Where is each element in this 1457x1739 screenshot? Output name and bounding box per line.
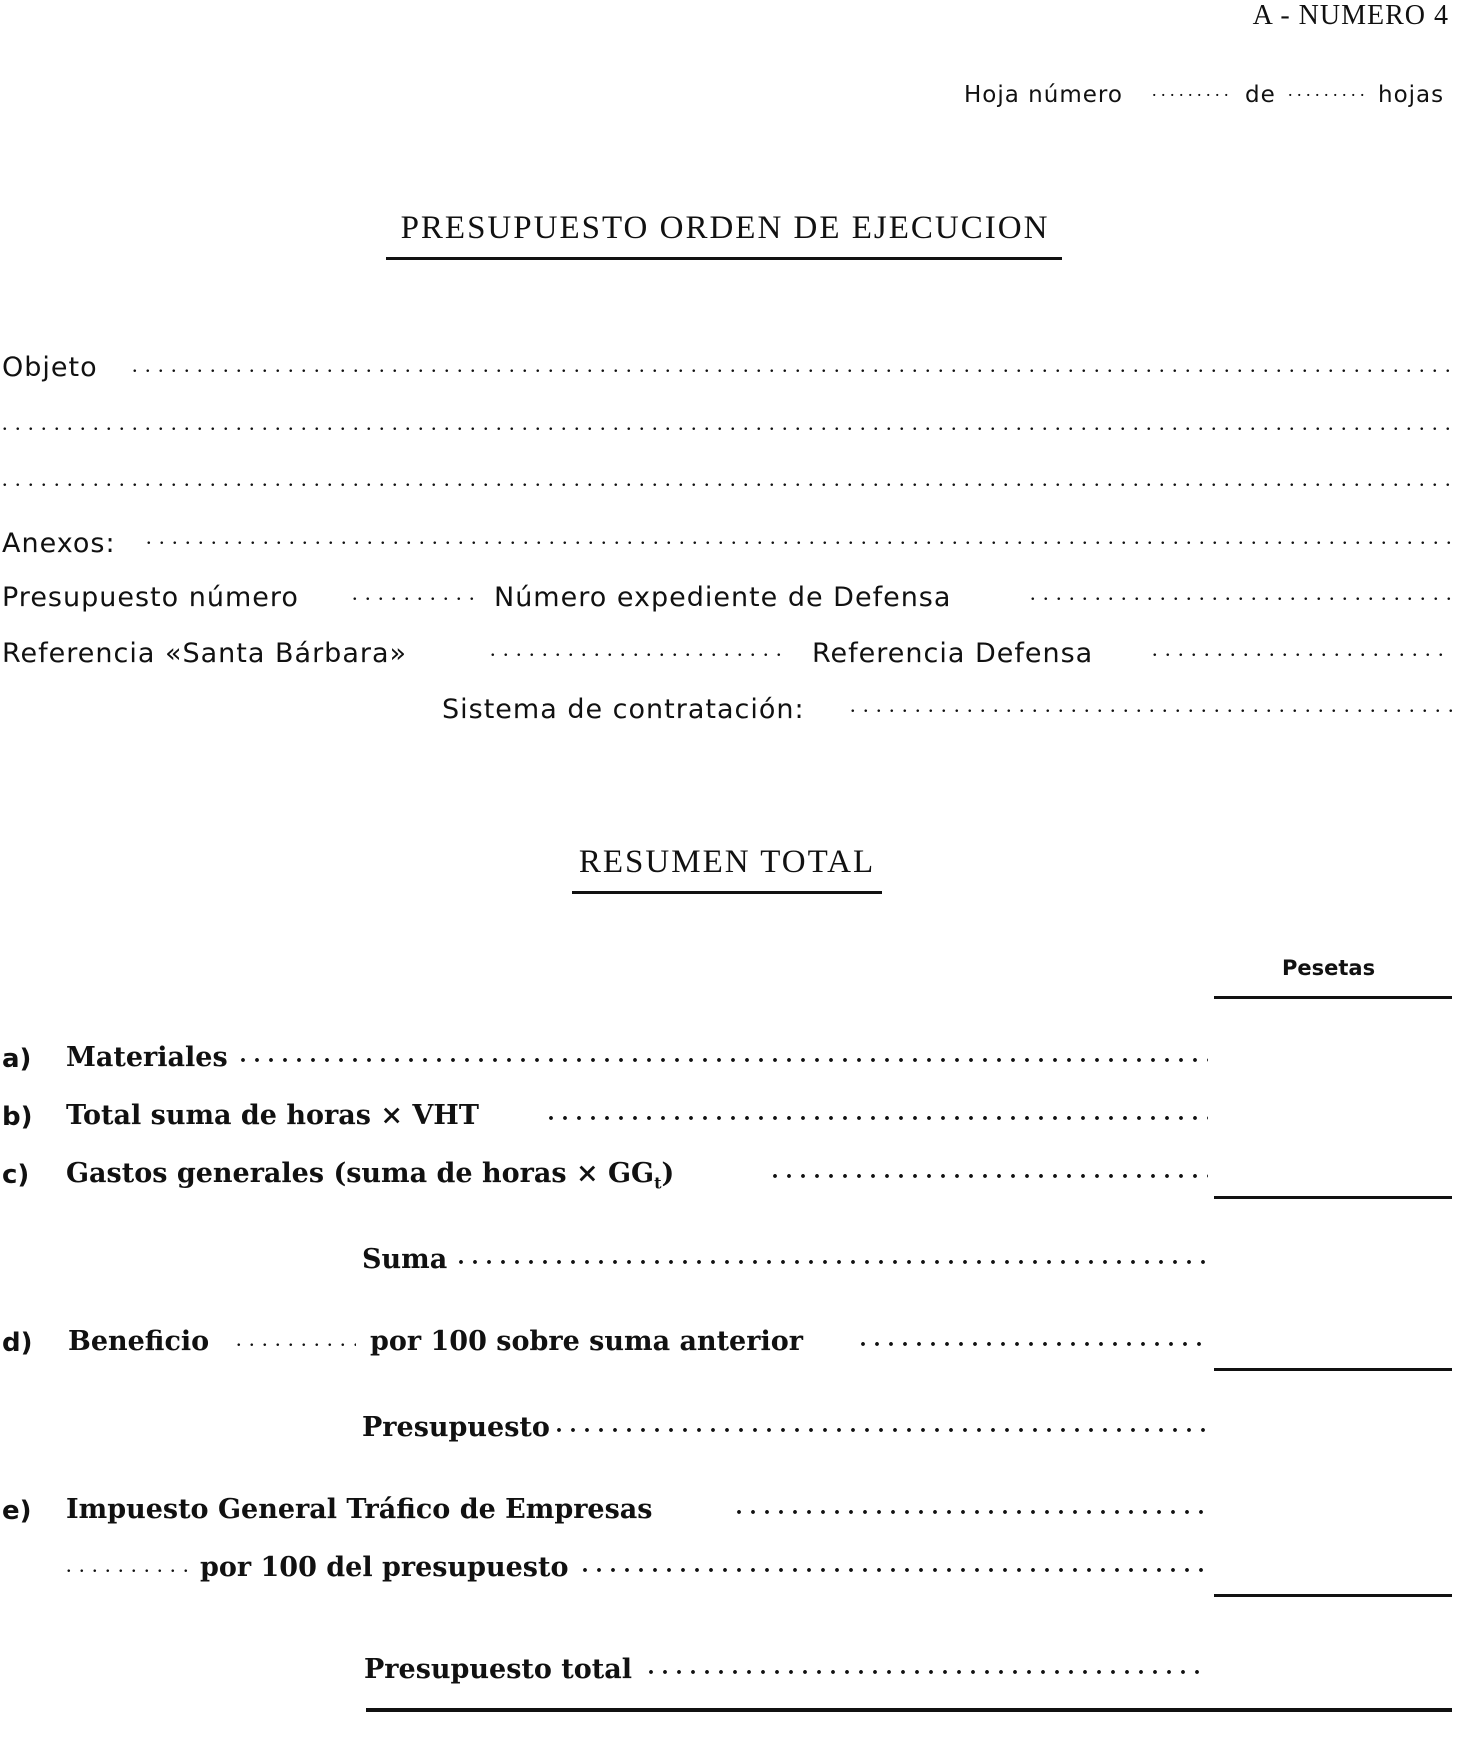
referencia-defensa-label: Referencia Defensa	[812, 638, 1094, 669]
summary-title: RESUMEN TOTAL	[578, 844, 876, 880]
row-e-label-2: por 100 del presupuesto	[200, 1552, 569, 1583]
presupuesto-amount[interactable]	[1214, 1400, 1452, 1440]
row-b-label: Total suma de horas × VHT	[66, 1100, 479, 1131]
objeto-label: Objeto	[2, 352, 98, 383]
row-a-leader	[240, 1042, 1208, 1069]
row-c-subscript: t	[654, 1173, 662, 1193]
row-d-label: Beneficio	[68, 1326, 210, 1357]
objeto-line-1[interactable]	[132, 352, 1452, 378]
row-d-letter: d)	[2, 1328, 33, 1358]
row-d-label-2: por 100 sobre suma anterior	[370, 1326, 803, 1357]
title-underline	[386, 257, 1062, 260]
pesetas-header: Pesetas	[1282, 956, 1376, 980]
presupuesto-label: Presupuesto	[362, 1412, 550, 1443]
row-c-leader	[772, 1158, 1208, 1185]
expediente-label: Número expediente de Defensa	[494, 582, 952, 613]
presupuesto-numero-label: Presupuesto número	[2, 582, 299, 613]
anexos-field[interactable]	[146, 524, 1452, 550]
row-b-leader	[548, 1100, 1208, 1127]
row-d-amount[interactable]	[1214, 1314, 1452, 1354]
row-a-amount[interactable]	[1214, 1030, 1452, 1070]
suma-leader	[458, 1244, 1208, 1271]
objeto-line-2[interactable]	[2, 410, 1452, 436]
beneficio-percent-field[interactable]	[236, 1326, 356, 1352]
referencia-sb-label: Referencia «Santa Bárbara»	[2, 638, 408, 669]
row-d-rule	[1214, 1368, 1452, 1371]
row-c-close: )	[661, 1158, 675, 1189]
annex-number: A - NUMERO 4	[1252, 0, 1449, 31]
row-e-rule	[1214, 1594, 1452, 1597]
presupuesto-total-label: Presupuesto total	[364, 1654, 633, 1685]
row-b-letter: b)	[2, 1102, 33, 1132]
presupuesto-leader	[556, 1412, 1208, 1439]
referencia-defensa-field[interactable]	[1152, 636, 1452, 662]
sheet-total-field[interactable]	[1288, 80, 1368, 101]
presupuesto-numero-field[interactable]	[352, 580, 476, 606]
sistema-label: Sistema de contratación:	[442, 694, 805, 725]
row-e-letter: e)	[2, 1496, 32, 1526]
row-c-label-text: Gastos generales (suma de horas × GG	[66, 1158, 655, 1189]
row-e-label: Impuesto General Tráfico de Empresas	[66, 1494, 653, 1525]
objeto-line-3[interactable]	[2, 466, 1452, 492]
sheet-of-label: de	[1245, 82, 1276, 108]
presupuesto-total-leader	[648, 1654, 1208, 1681]
expediente-field[interactable]	[1030, 580, 1452, 606]
referencia-sb-field[interactable]	[490, 636, 782, 662]
pesetas-header-rule	[1214, 996, 1452, 999]
suma-amount[interactable]	[1214, 1232, 1452, 1272]
page-title: PRESUPUESTO ORDEN DE EJECUCION	[400, 210, 1050, 246]
presupuesto-total-rule	[366, 1708, 1452, 1712]
suma-label: Suma	[362, 1244, 448, 1275]
row-c-letter: c)	[2, 1160, 30, 1190]
row-d-leader	[860, 1326, 1208, 1353]
row-e2-leader	[582, 1552, 1208, 1579]
row-c-amount[interactable]	[1214, 1146, 1452, 1186]
sheet-hojas-label: hojas	[1378, 82, 1445, 108]
row-c-rule	[1214, 1196, 1452, 1199]
sheet-number-label: Hoja número	[964, 82, 1123, 108]
sistema-field[interactable]	[850, 692, 1452, 718]
row-a-label: Materiales	[66, 1042, 228, 1073]
row-e-leader	[736, 1494, 1208, 1521]
presupuesto-total-amount[interactable]	[1214, 1642, 1452, 1682]
row-e-amount[interactable]	[1214, 1540, 1452, 1580]
row-b-amount[interactable]	[1214, 1088, 1452, 1128]
impuesto-percent-field[interactable]	[66, 1552, 188, 1578]
summary-title-underline	[572, 891, 882, 894]
sheet-number-field[interactable]	[1152, 80, 1232, 101]
anexos-label: Anexos:	[2, 528, 116, 559]
row-c-label	[66, 1158, 674, 1192]
row-a-letter: a)	[2, 1044, 32, 1074]
